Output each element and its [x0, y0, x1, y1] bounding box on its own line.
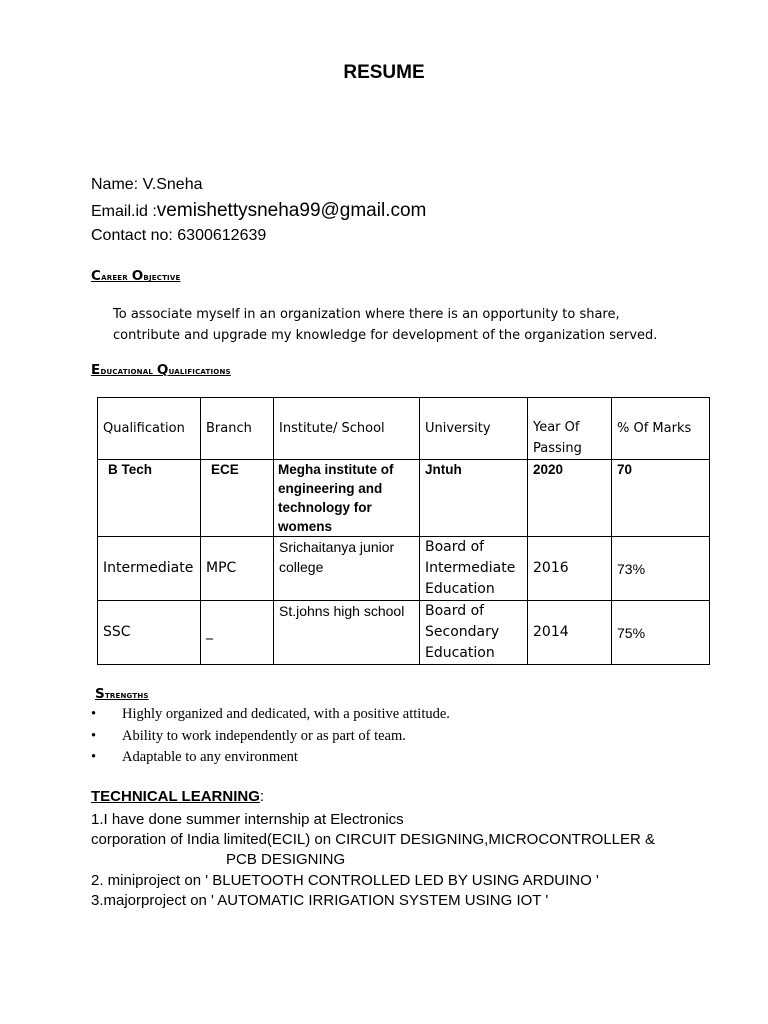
- cell-branch: ECE: [201, 460, 274, 537]
- career-objective-heading: [91, 268, 180, 284]
- cell-year: 2016: [528, 537, 612, 601]
- column-header: % Of Marks: [612, 398, 710, 460]
- heading-initial: E: [91, 362, 101, 378]
- cell-branch: MPC: [201, 537, 274, 601]
- cell-marks: 75%: [612, 601, 710, 665]
- cell-institute: Megha institute of engineering and technology for womens: [274, 460, 420, 537]
- technical-line: 2. miniproject on ' BLUETOOTH CONTROLLED LED BY USING ARDUINO ': [91, 872, 599, 889]
- name-line: [91, 176, 203, 194]
- contact-label: Contact no:: [91, 227, 178, 244]
- cell-university: Jntuh: [420, 460, 528, 537]
- technical-line: corporation of India limited(ECIL) on CIRCUIT DESIGNING,MICROCONTROLLER &: [91, 831, 656, 848]
- technical-learning-colon: :: [259, 788, 265, 805]
- strength-text: Adaptable to any environment: [122, 749, 298, 765]
- technical-line: 1.I have done summer internship at Electronics: [91, 811, 404, 828]
- heading-initial: C: [91, 268, 102, 284]
- list-item: [91, 726, 450, 748]
- technical-line: PCB DESIGNING: [226, 851, 346, 868]
- column-header: Year Of Passing: [528, 398, 612, 460]
- cell-marks: 73%: [612, 537, 710, 601]
- table-row: [98, 537, 710, 601]
- column-header: University: [420, 398, 528, 460]
- table-row: [98, 601, 710, 665]
- email-label: Email.id :: [91, 203, 157, 220]
- heading-rest: trengths: [104, 689, 149, 701]
- email-value: vemishettysneha99@gmail.com: [156, 200, 427, 221]
- name-label: Name:: [91, 176, 143, 193]
- strengths-heading: [95, 686, 149, 702]
- cell-year: 2020: [528, 460, 612, 537]
- heading-initial: Q: [156, 362, 169, 378]
- cell-university: Board of Intermediate Education: [420, 537, 528, 601]
- heading-rest: bjective: [143, 271, 181, 283]
- contact-value: 6300612639: [177, 227, 267, 244]
- cell-institute: Srichaitanya junior college: [274, 537, 420, 601]
- table-row: [98, 460, 710, 537]
- cell-institute: St.johns high school: [274, 601, 420, 665]
- name-value: V.Sneha: [142, 176, 203, 193]
- technical-line: 3.majorproject on ' AUTOMATIC IRRIGATION SYSTEM USING IOT ': [91, 892, 549, 909]
- career-objective-text: [113, 304, 657, 346]
- cell-qualification: B Tech: [98, 460, 201, 537]
- heading-rest: areer: [101, 271, 132, 283]
- strength-text: Ability to work independently or as part of team.: [122, 727, 406, 744]
- document-title: RESUME: [343, 62, 425, 83]
- bullet-icon: •: [91, 749, 97, 765]
- column-header: Institute/ School: [274, 398, 420, 460]
- bullet-icon: •: [91, 727, 97, 744]
- cell-university: Board of Secondary Education: [420, 601, 528, 665]
- cell-marks: 70: [612, 460, 710, 537]
- heading-rest: ducational: [100, 365, 157, 377]
- column-header: Qualification: [98, 398, 201, 460]
- list-item: [91, 704, 450, 726]
- cell-qualification: Intermediate: [98, 537, 201, 601]
- contact-line: [91, 227, 266, 245]
- email-line: [91, 200, 426, 222]
- objective-line: contribute and upgrade my knowledge for development of the organization served.: [113, 328, 658, 343]
- educational-qualifications-heading: [91, 362, 231, 378]
- cell-branch: _: [201, 601, 274, 665]
- heading-rest: ualifications: [168, 365, 231, 377]
- bullet-icon: •: [91, 706, 97, 722]
- strength-text: Highly organized and dedicated, with a positive attitude.: [122, 706, 450, 722]
- column-header: Branch: [201, 398, 274, 460]
- education-table: [97, 397, 710, 665]
- technical-learning-heading: [91, 788, 264, 805]
- cell-qualification: SSC: [98, 601, 201, 665]
- table-header-row: [98, 398, 710, 460]
- cell-year: 2014: [528, 601, 612, 665]
- strengths-list: [91, 704, 450, 769]
- heading-initial: O: [131, 268, 144, 284]
- list-item: [91, 747, 450, 769]
- objective-line: To associate myself in an organization where there is an opportunity to share,: [113, 307, 620, 322]
- heading-initial: S: [95, 686, 105, 702]
- technical-learning-title: TECHNICAL LEARNING: [91, 788, 260, 805]
